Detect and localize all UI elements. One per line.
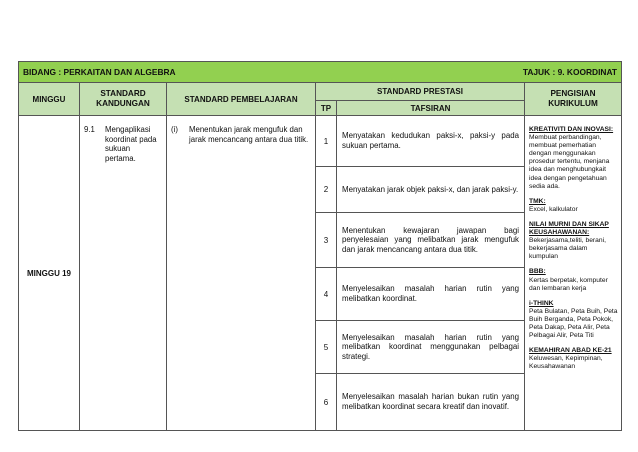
pengisian-text: Peta Bulatan, Peta Buih, Peta Buih Berganda, Peta Pokok, Peta Dakap, Peta Alir, Peta Pelbagai Alir, Peta Titi bbox=[529, 307, 618, 340]
tafsiran-text: Menyelesaikan masalah harian rutin yang melibatkan koordinat menggunakan pelbagai strategi. bbox=[337, 321, 525, 374]
tp-value: 5 bbox=[316, 321, 337, 374]
pengisian-heading: TMK: bbox=[529, 197, 546, 205]
sk-number: 9.1 bbox=[84, 125, 95, 134]
col-pengisian: PENGISIAN KURIKULUM bbox=[525, 83, 622, 116]
tp-value: 3 bbox=[316, 213, 337, 268]
tajuk-label: TAJUK : 9. KOORDINAT bbox=[522, 67, 617, 77]
col-tafsiran: TAFSIRAN bbox=[337, 101, 525, 116]
pengisian-heading: BBB: bbox=[529, 268, 546, 276]
pengisian-text: Kertas berpetak, komputer dan lembaran kerja bbox=[529, 276, 608, 292]
col-standard-pembelajaran: STANDARD PEMBELAJARAN bbox=[167, 83, 316, 116]
pengisian-text: Membuat perbandingan, membuat pemerhatian dengan menggunakan prosedur tertentu, menjana idea dan menghubungkait idea dengan pengetahuan sedia ada. bbox=[529, 134, 610, 190]
sp-text: Menentukan jarak mengufuk dan jarak mencancang antara dua titik. bbox=[189, 125, 309, 144]
standard-kandungan-cell bbox=[80, 116, 167, 431]
table-row bbox=[19, 116, 622, 167]
pengisian-text: Excel, kalkulator bbox=[529, 205, 578, 213]
sp-number: (i) bbox=[171, 125, 178, 134]
pengisian-text: Bekerjasama,teliti, berani, bekerjasama dalam kumpulan bbox=[529, 237, 606, 261]
pengisian-block bbox=[529, 221, 618, 261]
tp-value: 1 bbox=[316, 116, 337, 167]
minggu-cell: MINGGU 19 bbox=[19, 116, 80, 431]
pengisian-cell bbox=[525, 116, 622, 431]
tafsiran-text: Menyelesaikan masalah harian rutin yang melibatkan koordinat. bbox=[337, 268, 525, 321]
sk-text: Mengaplikasi koordinat pada sukuan pertama. bbox=[105, 125, 157, 163]
tafsiran-text: Menyatakan kedudukan paksi-x, paksi-y pada sukuan pertama. bbox=[337, 116, 525, 167]
tp-value: 2 bbox=[316, 167, 337, 213]
pengisian-heading: NILAI MURNI DAN SIKAP KEUSAHAWANAN: bbox=[529, 220, 609, 237]
column-header-row-1 bbox=[19, 83, 622, 101]
pengisian-heading: KEMAHIRAN ABAD KE-21 bbox=[529, 347, 612, 355]
title-cell bbox=[19, 62, 622, 83]
col-tp: TP bbox=[316, 101, 337, 116]
col-standard-prestasi: STANDARD PRESTASI bbox=[316, 83, 525, 101]
col-minggu: MINGGU bbox=[19, 83, 80, 116]
tafsiran-text: Menentukan kewajaran jawapan bagi penyelesaian yang melibatkan jarak mengufuk dan jarak mencancang antara dua titik. bbox=[337, 213, 525, 268]
tp-value: 4 bbox=[316, 268, 337, 321]
standard-pembelajaran-cell bbox=[167, 116, 316, 431]
pengisian-heading: i-THINK bbox=[529, 299, 554, 307]
pengisian-block bbox=[529, 198, 618, 214]
pengisian-block bbox=[529, 268, 618, 292]
tp-value: 6 bbox=[316, 374, 337, 431]
col-standard-kandungan: STANDARD KANDUNGAN bbox=[80, 83, 167, 116]
bidang-label: BIDANG : PERKAITAN DAN ALGEBRA bbox=[23, 67, 176, 77]
pengisian-heading: KREATIVITI DAN INOVASI: bbox=[529, 126, 614, 133]
tafsiran-text: Menyatakan jarak objek paksi-x, dan jarak paksi-y. bbox=[337, 167, 525, 213]
title-row bbox=[19, 62, 622, 83]
rpt-table bbox=[18, 61, 622, 431]
pengisian-text: Keluwesan, Kepimpinan, Keusahawanan bbox=[529, 355, 603, 371]
pengisian-block bbox=[529, 126, 618, 191]
tafsiran-text: Menyelesaikan masalah harian bukan rutin yang melibatkan koordinat secara kreatif dan inovatif. bbox=[337, 374, 525, 431]
pengisian-block bbox=[529, 300, 618, 340]
pengisian-block bbox=[529, 347, 618, 371]
